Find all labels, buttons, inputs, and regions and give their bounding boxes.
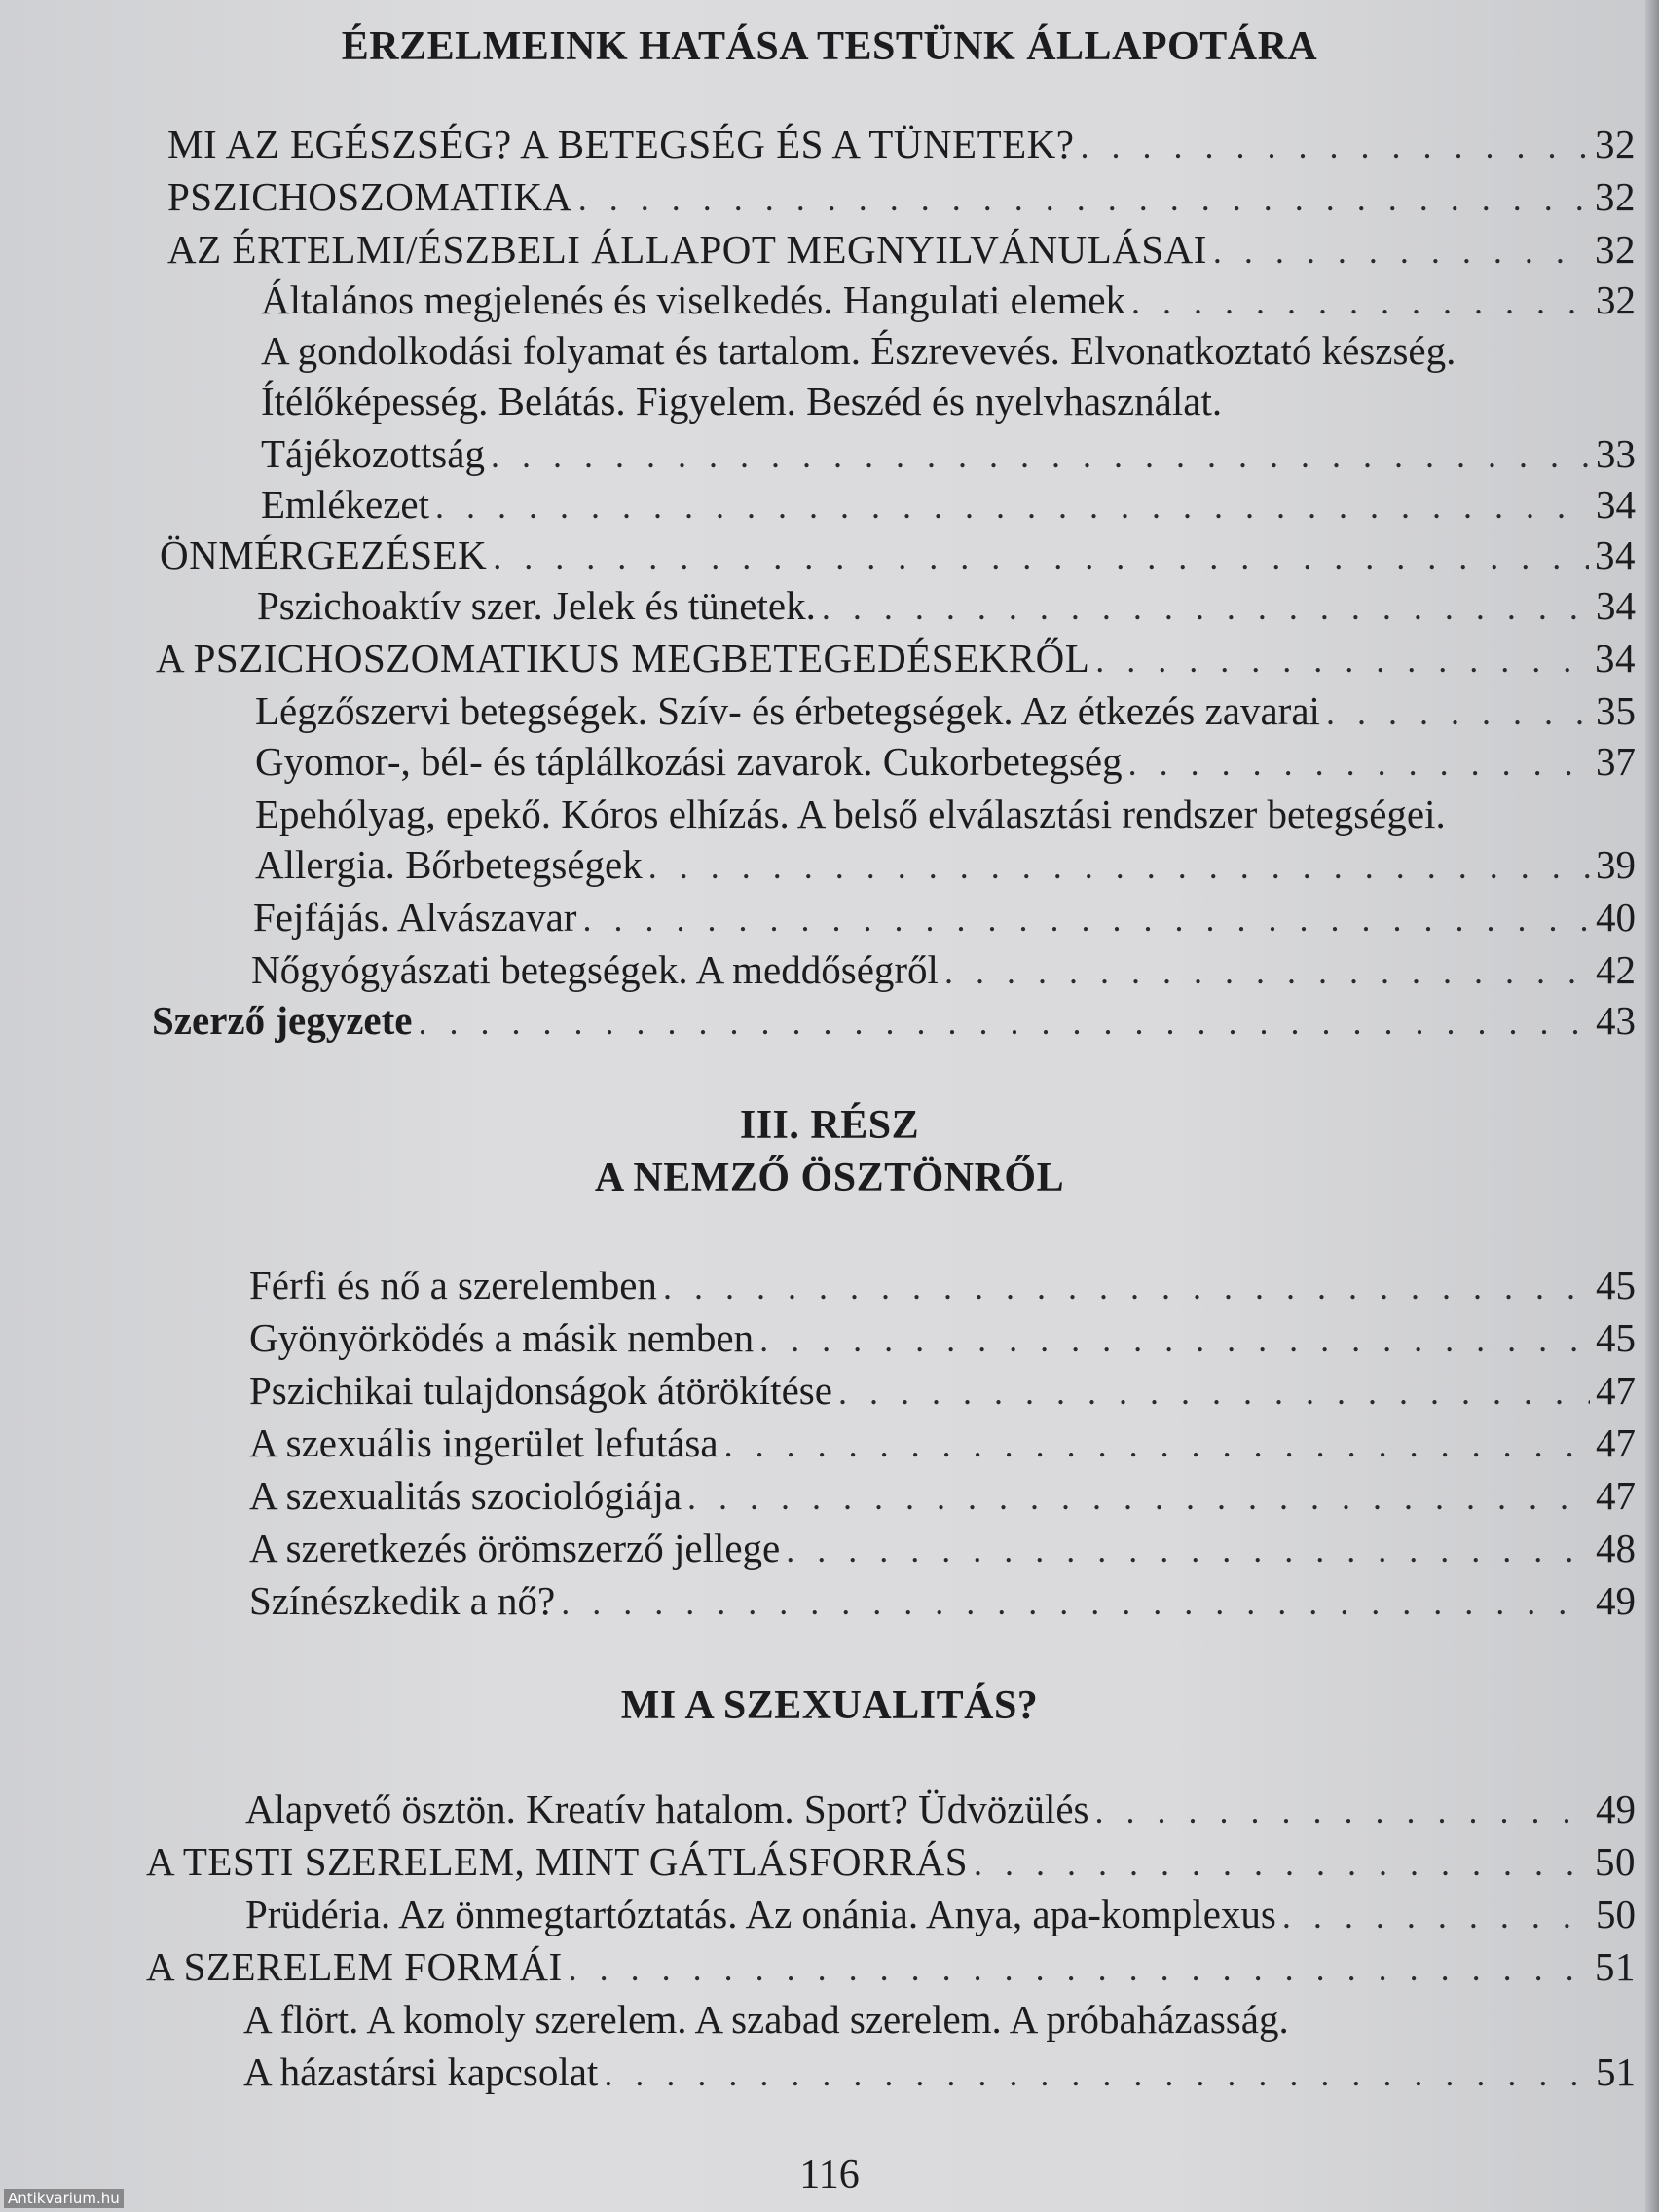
toc-entry: Pszichikai tulajdonságok átörökítése . . . 47 [249, 1367, 1636, 1414]
part-title: A NEMZŐ ÖSZTÖNRŐL [594, 1156, 1065, 1200]
toc-entry: Ítélőképesség. Belátás. Figyelem. Beszéd és nyelvhasználat. [261, 379, 1223, 424]
part-label: III. RÉSZ [739, 1103, 920, 1148]
toc-entry: Allergia. Bőrbetegségek . . . 39 [255, 841, 1636, 888]
toc-entry: Tájékozottság . . . 33 [261, 430, 1636, 477]
toc-entry: Általános megjelenés és viselkedés. Hangulati elemek . . . 32 [261, 276, 1636, 323]
toc-entry-author-note: Szerző jegyzete . . . 43 [152, 997, 1636, 1044]
toc-entry: Színészkedik a nő? . . . 49 [249, 1577, 1636, 1624]
page-title: ÉRZELMEINK HATÁSA TESTÜNK ÁLLAPOTÁRA [341, 24, 1318, 69]
toc-entry: A szexuális ingerület lefutása . . . 47 [249, 1419, 1636, 1466]
watermark: Antikvarium.hu [4, 2189, 124, 2208]
toc-entry: Gyönyörködés a másik nemben . . . 45 [249, 1314, 1636, 1361]
toc-entry: Epehólyag, epekő. Kóros elhízás. A belső elválasztási rendszer betegségei. [255, 792, 1446, 836]
toc-entry: A szeretkezés örömszerző jellege . . . 48 [249, 1525, 1636, 1571]
toc-entry: AZ ÉRTELMI/ÉSZBELI ÁLLAPOT MEGNYILVÁNULÁSAI . . . 32 [167, 226, 1636, 273]
toc-entry: Férfi és nő a szerelemben . . . 45 [249, 1262, 1636, 1309]
toc-entry: A házastársi kapcsolat . . . 51 [243, 2048, 1636, 2095]
toc-entry: A szexualitás szociológiája . . . 47 [249, 1472, 1636, 1519]
toc-entry: Légzőszervi betegségek. Szív- és érbetegségek. Az étkezés zavarai . . . 35 [255, 687, 1636, 734]
toc-entry: A gondolkodási folyamat és tartalom. Észrevevés. Elvonatkoztató készség. [261, 328, 1456, 373]
toc-entry: Gyomor-, bél- és táplálkozási zavarok. Cukorbetegség . . . 37 [255, 738, 1636, 785]
toc-entry: ÖNMÉRGEZÉSEK . . . 34 [160, 532, 1636, 578]
toc-entry: Emlékezet . . . 34 [261, 481, 1636, 528]
toc-entry: A PSZICHOSZOMATIKUS MEGBETEGEDÉSEKRŐL . . . 34 [156, 635, 1636, 682]
toc-entry: Fejfájás. Alvászavar . . . 40 [253, 894, 1636, 940]
toc-entry: Prüdéria. Az önmegtartóztatás. Az onánia. Anya, apa-komplexus . . . 50 [245, 1891, 1636, 1937]
toc-entry: A flört. A komoly szerelem. A szabad szerelem. A próbaházasság. [243, 1997, 1289, 2042]
toc-entry: Nőgyógyászati betegségek. A meddőségről . . . 42 [251, 946, 1636, 993]
page-number: 116 [799, 2153, 860, 2197]
toc-entry: A SZERELEM FORMÁI . . . 51 [146, 1943, 1636, 1990]
toc-entry: Pszichoaktív szer. Jelek és tünetek. . . . 34 [257, 582, 1636, 629]
toc-entry: Alapvető ösztön. Kreatív hatalom. Sport? Üdvözülés . . . 49 [245, 1786, 1636, 1832]
toc-entry: MI AZ EGÉSZSÉG? A BETEGSÉG ÉS A TÜNETEK? . . . 32 [167, 121, 1636, 167]
section-heading: MI A SZEXUALITÁS? [620, 1683, 1039, 1728]
toc-entry: A TESTI SZERELEM, MINT GÁTLÁSFORRÁS . . . 50 [146, 1838, 1636, 1885]
toc-entry: PSZICHOSZOMATIKA . . . 32 [167, 173, 1636, 220]
